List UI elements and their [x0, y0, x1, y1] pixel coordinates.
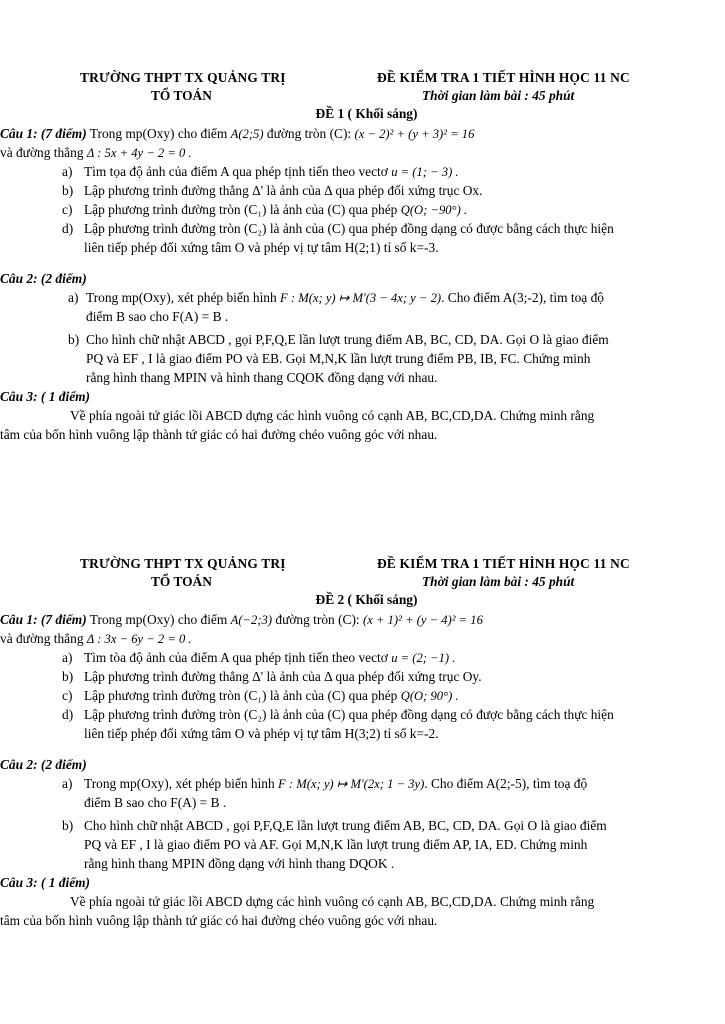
- header-row-2: [0, 574, 725, 592]
- school-name: TRƯỜNG THPT TX QUẢNG TRỊ: [80, 556, 286, 571]
- item-text-rest: . Cho điểm A(2;-5), tìm toạ độ: [424, 776, 588, 791]
- transform-map: F : M(x; y) ↦ M'(3 − 4x; y − 2): [280, 291, 442, 305]
- header-row-1: [0, 556, 725, 574]
- question-3-line-1: Về phía ngoài tứ giác lồi ABCD dựng các hình vuông có cạnh AB, BC,CD,DA. Chứng minh rằng: [70, 894, 595, 909]
- question-1-item-a: [0, 648, 725, 667]
- question-2-heading: Câu 2: (2 điểm): [0, 271, 87, 286]
- line-text: và đường thẳng: [0, 631, 84, 646]
- question-2-item-b-line-2: PQ và EF , I là giao điểm PO và AF. Gọi M,N,K lần lượt trung điểm AP, IA, ED. Chứng minh: [84, 837, 588, 852]
- question-2-item-b-line-3: rằng hình thang MPIN đồng dạng với hình thang DQOK .: [84, 856, 395, 871]
- question-2-item-b: [0, 816, 725, 835]
- rotation-math: Q(O; −90°) .: [400, 203, 468, 217]
- question-3-line-2: tâm của bốn hình vuông lập thành tứ giác có hai đường chéo vuông góc với nhau.: [0, 427, 438, 442]
- item-text: Lập phương trình đường tròn (C₂) là ảnh của (C) qua phép đồng dạng có được bằng cách thực hiện: [84, 707, 614, 722]
- item-text: Trong mp(Oxy), xét phép biến hình: [84, 776, 275, 791]
- item-label: a): [62, 164, 73, 179]
- line-equation-row: [0, 629, 725, 648]
- question-1-item-a: [0, 162, 725, 181]
- exam-title: ĐỀ KIỂM TRA 1 TIẾT HÌNH HỌC 11 NC: [377, 70, 630, 85]
- transform-map: F : M(x; y) ↦ M'(2x; 1 − 3y): [278, 777, 425, 791]
- line-equation: Δ : 3x − 6y − 2 = 0 .: [86, 632, 192, 646]
- item-label: d): [62, 221, 74, 236]
- circle-label: đường tròn (C):: [266, 126, 352, 141]
- question-2-item-b: [0, 330, 725, 349]
- item-text: Lập phương trình đường tròn (C₂) là ảnh của (C) qua phép đồng dạng có được bằng cách thực hiện: [84, 221, 614, 236]
- item-label: c): [62, 688, 73, 703]
- question-1-heading: Câu 1: (7 điểm): [0, 612, 87, 627]
- circle-label: đường tròn (C):: [275, 612, 360, 627]
- item-label: b): [62, 183, 74, 198]
- question-3-heading: Câu 3: ( 1 điểm): [0, 389, 91, 404]
- time-limit: Thời gian làm bài : 45 phút: [422, 574, 575, 589]
- item-text: Lập phương trình đường thẳng Δ' là ảnh của Δ qua phép đối xứng trục Oy.: [84, 669, 482, 684]
- vector-math: u = (1; − 3) .: [391, 165, 459, 179]
- department: TỔ TOÁN: [151, 574, 212, 589]
- time-limit: Thời gian làm bài : 45 phút: [422, 88, 575, 103]
- point-a: A(−2;3): [230, 613, 273, 627]
- item-text: Tìm tòa độ ảnh của điểm A qua phép tịnh tiến theo vectơ: [84, 650, 388, 665]
- item-text: Trong mp(Oxy), xét phép biến hình: [86, 290, 277, 305]
- question-2-item-a-continued: điểm B sao cho F(A) = B .: [84, 795, 227, 810]
- question-1-item-d-continued: liên tiếp phép đối xứng tâm O và phép vị tự tâm H(3;2) tỉ số k=-2.: [84, 726, 439, 741]
- question-3-heading-row: [0, 387, 725, 406]
- question-1: [0, 124, 725, 143]
- question-2-item-a-continued: điểm B sao cho F(A) = B .: [86, 309, 229, 324]
- point-a: A(2;5): [230, 127, 264, 141]
- item-text: Lập phương trình đường tròn (C₁) là ảnh của (C) qua phép: [84, 202, 398, 217]
- line-equation-row: [0, 143, 725, 162]
- question-1-item-d: [0, 219, 725, 238]
- header-row-1: [0, 70, 725, 88]
- item-label: b): [68, 332, 80, 347]
- item-text-rest: . Cho điểm A(3;-2), tìm toạ độ: [441, 290, 604, 305]
- circle-equation: (x + 1)² + (y − 4)² = 16: [363, 613, 483, 627]
- question-2-item-a: [0, 774, 725, 793]
- question-1-item-b: [0, 181, 725, 200]
- line-text: và đường thẳng: [0, 145, 84, 160]
- item-text: Tìm tọa độ ảnh của điểm A qua phép tịnh tiến theo vectơ: [84, 164, 388, 179]
- item-label: b): [62, 818, 74, 833]
- item-label: b): [62, 669, 74, 684]
- question-1-item-d: [0, 705, 725, 724]
- item-label: a): [62, 776, 73, 791]
- exam-label: ĐỀ 1 ( Khối sáng): [315, 106, 418, 121]
- question-1-item-c: [0, 686, 725, 705]
- question-2-item-b-line-3: rằng hình thang MPIN và hình thang CQOK đồng dạng với nhau.: [86, 370, 438, 385]
- item-label: d): [62, 707, 74, 722]
- rotation-math: Q(O; 90°) .: [400, 689, 459, 703]
- question-2-heading-row: [0, 755, 725, 774]
- question-2-heading: Câu 2: (2 điểm): [0, 757, 87, 772]
- question-3-line-1: Về phía ngoài tứ giác lồi ABCD dựng các hình vuông có cạnh AB, BC,CD,DA. Chứng minh rằng: [70, 408, 595, 423]
- line-equation: Δ : 5x + 4y − 2 = 0 .: [86, 146, 192, 160]
- question-1-item-b: [0, 667, 725, 686]
- header-row-2: [0, 88, 725, 106]
- exam-label: ĐỀ 2 ( Khối sáng): [315, 592, 418, 607]
- department: TỔ TOÁN: [151, 88, 212, 103]
- question-1-heading: Câu 1: (7 điểm): [0, 126, 87, 141]
- question-1-intro: Trong mp(Oxy) cho điểm: [89, 126, 228, 141]
- vector-math: u = (2; −1) .: [391, 651, 456, 665]
- question-2-item-b-line-2: PQ và EF , I là giao điểm PO và EB. Gọi M,N,K lần lượt trung điểm PB, IB, FC. Chứng minh: [86, 351, 591, 366]
- item-text: Cho hình chữ nhật ABCD , gọi P,F,Q,E lần lượt trung điểm AB, BC, CD, DA. Gọi O là giao điểm: [86, 332, 609, 347]
- question-1: [0, 610, 725, 629]
- question-1-item-d-continued: liên tiếp phép đối xứng tâm O và phép vị tự tâm H(2;1) tỉ số k=-3.: [84, 240, 439, 255]
- item-text: Cho hình chữ nhật ABCD , gọi P,F,Q,E lần lượt trung điểm AB, BC, CD, DA. Gọi O là giao điểm: [84, 818, 607, 833]
- circle-equation: (x − 2)² + (y + 3)² = 16: [354, 127, 475, 141]
- item-text: Lập phương trình đường tròn (C₁) là ảnh của (C) qua phép: [84, 688, 398, 703]
- question-3-heading: Câu 3: ( 1 điểm): [0, 875, 91, 890]
- item-text: Lập phương trình đường thẳng Δ' là ảnh của Δ qua phép đối xứng trục Ox.: [84, 183, 483, 198]
- question-3-line-2: tâm của bốn hình vuông lập thành tứ giác có hai đường chéo vuông góc với nhau.: [0, 913, 438, 928]
- exam-title: ĐỀ KIỂM TRA 1 TIẾT HÌNH HỌC 11 NC: [377, 556, 630, 571]
- exam-2: [0, 556, 725, 930]
- item-label: a): [62, 650, 73, 665]
- exam-1: [0, 70, 725, 444]
- item-label: a): [68, 290, 79, 305]
- question-3-heading-row: [0, 873, 725, 892]
- item-label: c): [62, 202, 73, 217]
- question-2-heading-row: [0, 269, 725, 288]
- question-1-item-c: [0, 200, 725, 219]
- question-1-intro: Trong mp(Oxy) cho điểm: [89, 612, 228, 627]
- school-name: TRƯỜNG THPT TX QUẢNG TRỊ: [80, 70, 286, 85]
- question-2-item-a: [0, 288, 725, 307]
